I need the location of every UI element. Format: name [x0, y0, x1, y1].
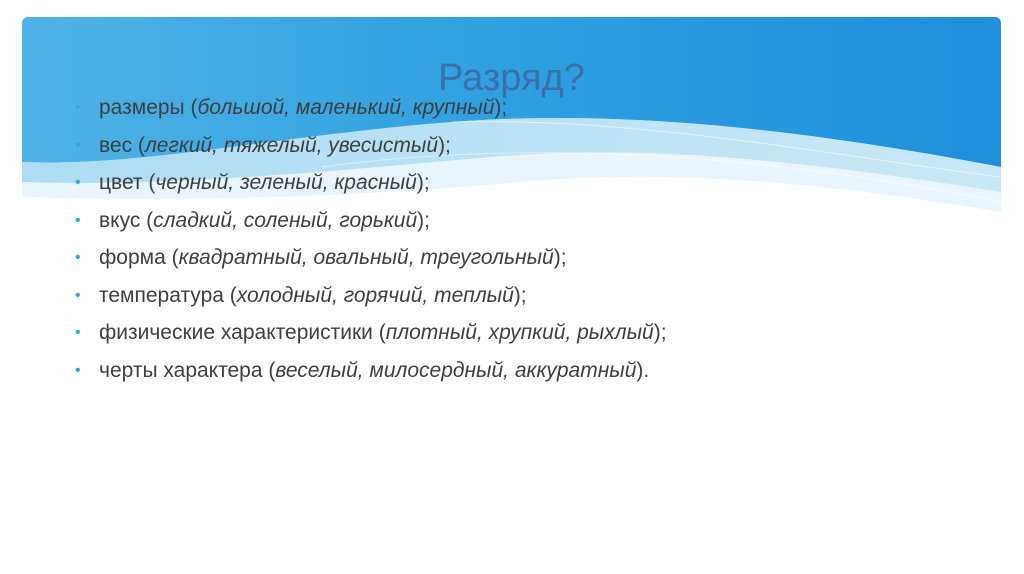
slide: [22, 17, 1001, 557]
item-end: );: [494, 96, 508, 119]
item-label: черты характера (: [99, 358, 276, 382]
item-end: );: [416, 171, 430, 194]
list-item: [75, 164, 667, 202]
item-examples: большой, маленький, крупный: [197, 96, 495, 119]
bullet-dot-icon: •: [75, 174, 81, 191]
item-label: вкус (: [99, 208, 154, 232]
list-item: [75, 202, 667, 240]
item-label: форма (: [99, 246, 179, 269]
list-item: [75, 239, 667, 277]
list-item: [75, 352, 667, 390]
list-item: [75, 127, 667, 165]
bullet-dot-icon: •: [75, 249, 81, 266]
item-examples: квадратный, овальный, треугольный: [178, 246, 554, 269]
bullet-dot-icon: •: [75, 211, 81, 229]
bullet-dot-icon: •: [75, 136, 81, 154]
bullet-dot-icon: •: [75, 361, 81, 379]
item-end: );: [438, 133, 451, 157]
bullet-dot-icon: •: [75, 99, 81, 116]
list-item: [75, 277, 667, 315]
item-examples: сладкий, соленый, горький: [153, 208, 418, 232]
item-examples: черный, зеленый, красный: [155, 171, 417, 194]
item-examples: плотный, хрупкий, рыхлый: [385, 321, 654, 344]
item-label: вес (: [99, 133, 145, 157]
bullet-list: [75, 89, 667, 389]
item-end: );: [653, 321, 667, 344]
bullet-dot-icon: •: [75, 286, 81, 304]
item-examples: веселый, милосердный, аккуратный: [275, 358, 637, 382]
item-examples: холодный, горячий, теплый: [236, 283, 514, 307]
item-end: );: [513, 283, 527, 307]
item-label: температура (: [99, 283, 237, 307]
item-examples: легкий, тяжелый, увесистый: [144, 133, 439, 157]
item-end: );: [553, 246, 567, 269]
item-label: цвет (: [99, 171, 156, 194]
list-item: [75, 89, 667, 127]
item-label: физические характеристики (: [99, 321, 386, 344]
slide-title: Разряд?: [438, 57, 585, 99]
item-end: );: [417, 208, 430, 232]
item-end: ).: [636, 358, 650, 382]
list-item: [75, 314, 667, 352]
item-label: размеры (: [99, 96, 198, 119]
bullet-dot-icon: •: [75, 324, 81, 341]
